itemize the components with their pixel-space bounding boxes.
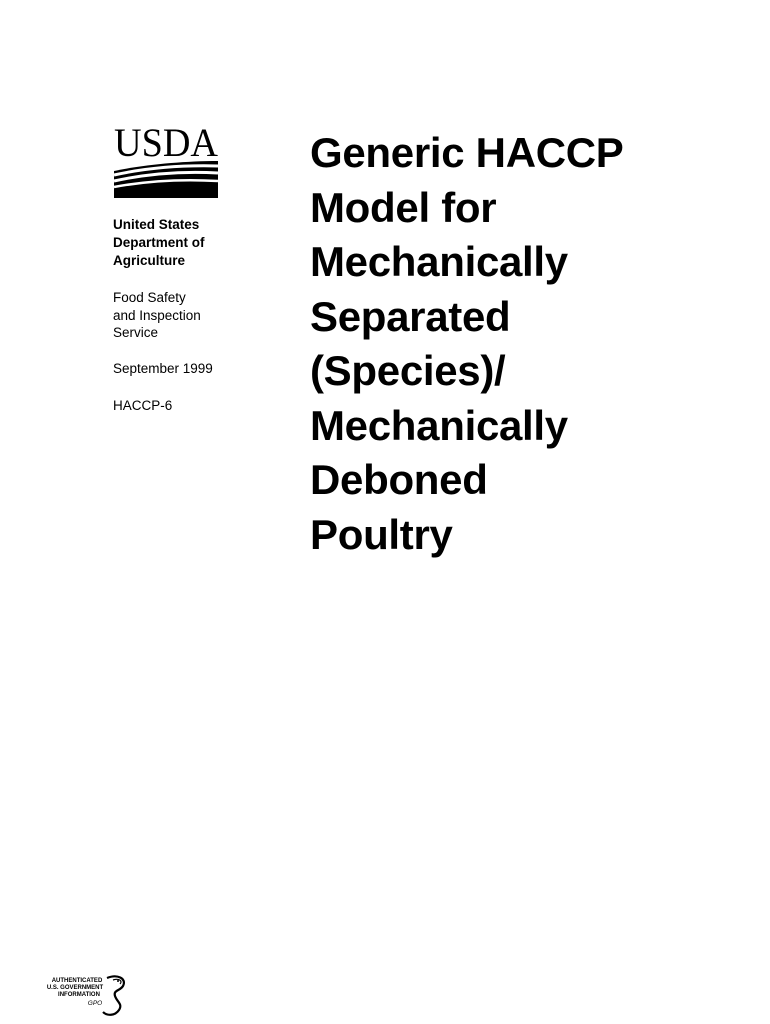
gpo-seal-line: GPO	[87, 1000, 103, 1007]
document-title	[310, 126, 750, 562]
gpo-seal-line: INFORMATION	[58, 992, 100, 998]
publication-date: September 1999	[113, 360, 213, 376]
agency-line: Department of	[113, 235, 205, 250]
agency-name	[113, 216, 263, 270]
agency-line: Agriculture	[113, 253, 186, 268]
document-id: HACCP-6	[113, 397, 173, 413]
gpo-seal-line: U.S. GOVERNMENT	[46, 985, 104, 991]
usda-logo-text: USDA	[114, 121, 219, 165]
title-line: Deboned	[310, 456, 488, 503]
service-line: and Inspection	[113, 307, 201, 323]
gpo-seal-line: AUTHENTICATED	[51, 978, 103, 984]
title-line: Separated	[310, 292, 511, 340]
sidebar	[113, 216, 263, 414]
service-line: Service	[113, 325, 159, 340]
title-line: Mechanically	[310, 401, 568, 449]
usda-logo	[112, 121, 220, 199]
title-line: Mechanically	[310, 238, 568, 285]
service-name	[113, 289, 263, 342]
agency-line: United States	[113, 217, 200, 232]
gpo-seal	[43, 972, 131, 1018]
service-line: Food Safety	[113, 290, 186, 305]
title-line: Poultry	[310, 510, 453, 558]
title-line: (Species)/	[310, 347, 506, 394]
title-line: Model for	[310, 183, 497, 231]
title-line: Generic HACCP	[310, 129, 624, 176]
